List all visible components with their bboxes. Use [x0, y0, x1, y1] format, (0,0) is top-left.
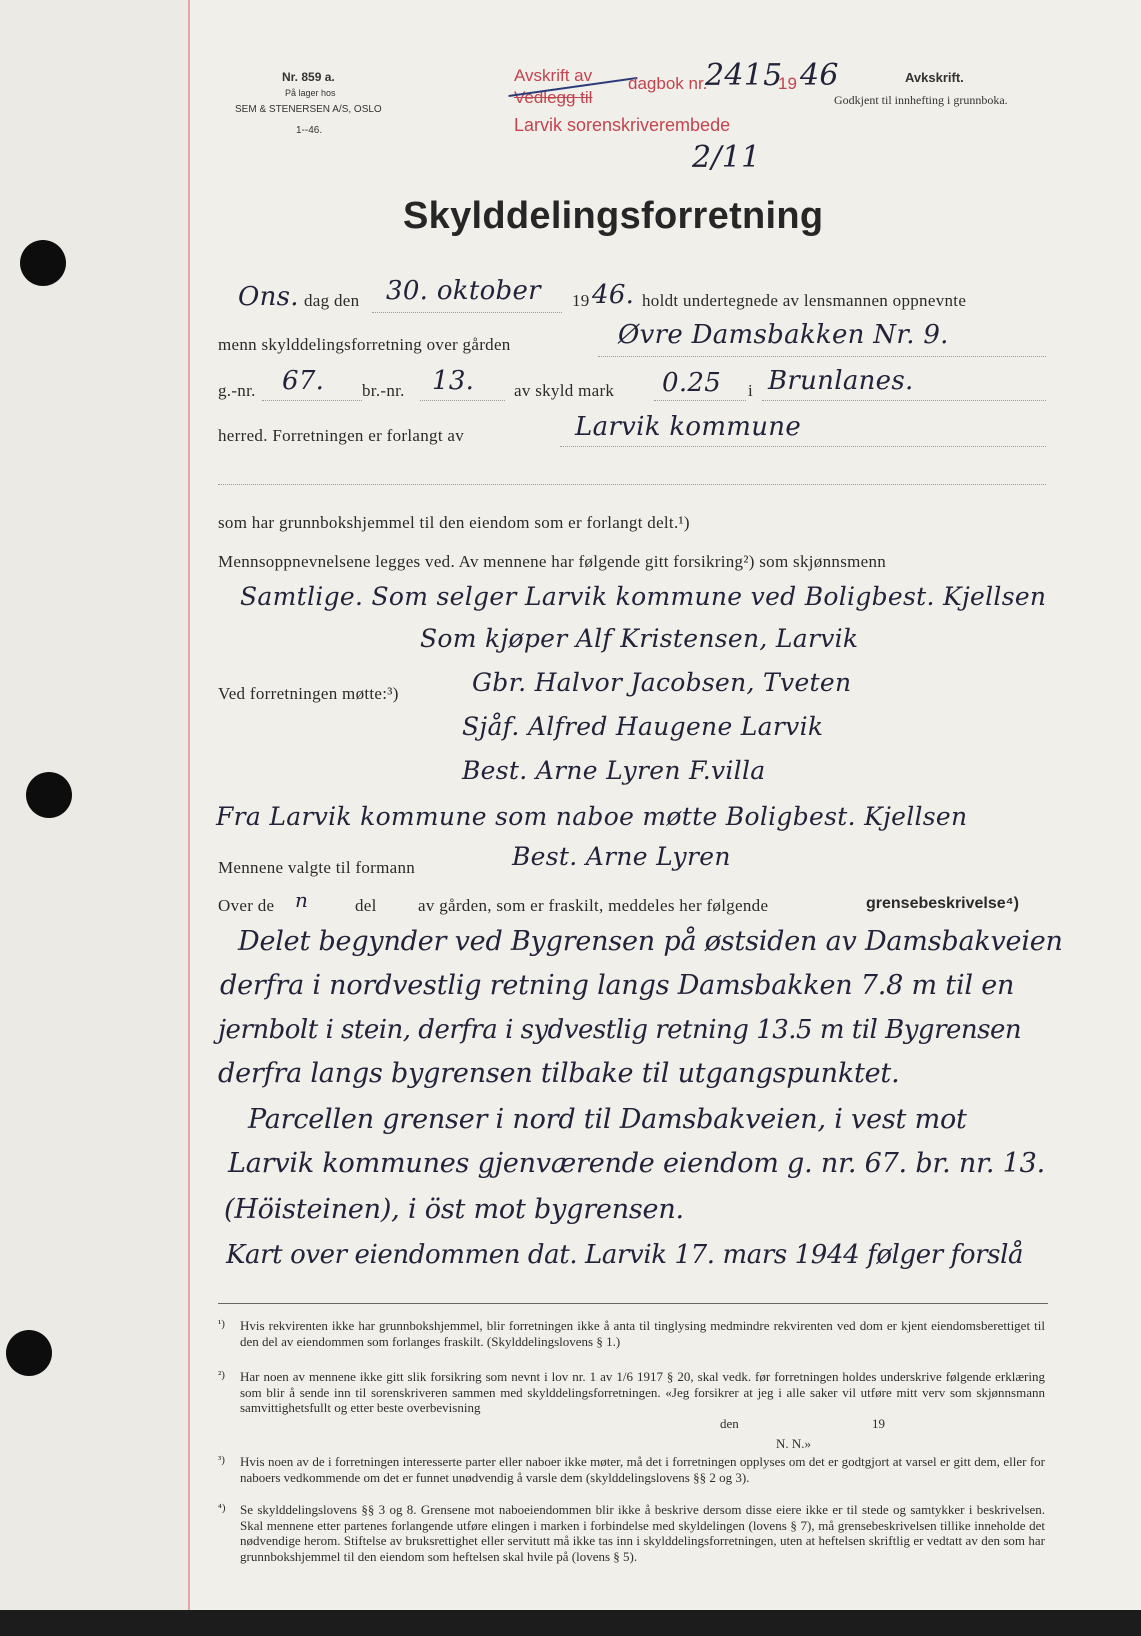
formann-hand: Best. Arne Lyren — [512, 842, 731, 871]
held-text: holdt undertegnede av lensmannen oppnevnte — [642, 291, 967, 310]
boundary-line: jernbolt i stein, derfra i sydvestlig retning 13.5 m til Bygrensen — [218, 1015, 1022, 1045]
boundary-line: derfra langs bygrensen tilbake til utgangspunktet. — [218, 1058, 900, 1089]
footnote-2-nn: N. N.» — [776, 1436, 812, 1451]
punch-hole-bottom — [6, 1330, 52, 1376]
year-hand: 46. — [592, 280, 635, 310]
dag-den-label: dag den — [304, 291, 360, 310]
dagbok-year-print: 19 — [778, 74, 797, 93]
dagbok-year-hand: 46 — [800, 58, 839, 93]
herred-hand: Brunlanes. — [768, 366, 914, 396]
approval-text: Godkjent til innhefting i grunnboka. — [834, 93, 1008, 107]
dotline — [560, 446, 1046, 447]
boundary-line: derfra i nordvestlig retning langs Damsbakken 7.8 m til en — [220, 970, 1015, 1001]
dotline — [654, 400, 746, 401]
year-print: 19 — [572, 291, 590, 310]
mennsoppnevnelse-text: Mennsoppnevnelsene legges ved. Av mennene har følgende gitt forsikring²) som skjønnsmenn — [218, 552, 887, 571]
brnr-hand: 13. — [432, 366, 475, 396]
stamp-date: 2/11 — [692, 140, 761, 175]
weekday-hand: Ons. — [238, 282, 299, 312]
dagbok-number: 2415 — [705, 58, 783, 93]
over-label-2: del — [355, 896, 377, 915]
forsikring-hand-2: Som kjøper Alf Kristensen, Larvik — [420, 624, 859, 653]
form-edition: 1--46. — [296, 125, 323, 136]
dagbok-label: dagbok nr. — [628, 74, 708, 93]
scan-bottom-edge — [0, 1610, 1141, 1636]
footnote-2: Har noen av mennene ikke gitt slik forsikring som nevnt i lov nr. 1 av 1/6 1917 § 20, skal vedk. før forretningen holdes underskrive følgende erklæring som blir å sende inn til sorenskriveren sammen med skylddelingsforretningen. «Jeg forsikrer at jeg i alle saker vil utføre mitt verv som skjønnsmann samvittighetsfullt og etter beste overbevisning — [240, 1369, 1045, 1415]
skyld-hand: 0.25 — [662, 368, 722, 398]
publisher-line1: På lager hos — [285, 88, 336, 98]
page-title: Skylddelingsforretning — [403, 195, 824, 237]
form-number: Nr. 859 a. — [282, 70, 335, 84]
dotline — [218, 484, 1046, 485]
mote-hand-2: Sjåf. Alfred Haugene Larvik — [462, 712, 824, 741]
requester-hand: Larvik kommune — [575, 412, 802, 442]
grunnbok-text: som har grunnbokshjemmel til den eiendom som er forlangt delt.¹) — [218, 513, 690, 532]
farm-hand: Øvre Damsbakken Nr. 9. — [618, 320, 949, 350]
dotline — [420, 400, 505, 401]
footnote-2-den: den — [720, 1416, 739, 1431]
boundary-line: Kart over eiendommen dat. Larvik 17. mars 1944 følger forslå — [226, 1240, 1024, 1270]
footnote-4: Se skylddelingslovens §§ 3 og 8. Grensene mot naboeiendommen blir ikke å beskrive dersom disse eiere ikke er til stede og samtykker i beskrivelsen. Skal mennene etter partenes forlangende utføre elingen i marken i forbindelse med skyldelingen (lovens § 7), må grensebeskrivelsen tillike inneholde det nødvendige herom. Stiftelse av bruksrettighet eller servitutt må ikke tas inn i skylddelingsforretningen, uten at heftelsen skriftlig er vedtatt av den som har grunnbokshjemmel til den eiendom som heftelsen skal hvile på (lovens § 5). — [240, 1502, 1045, 1564]
stamp-office: Larvik sorenskriverembede — [514, 115, 731, 135]
mote-hand-4: Fra Larvik kommune som naboe møtte Boligbest. Kjellsen — [216, 802, 968, 831]
mote-label: Ved forretningen møtte:³) — [218, 684, 399, 703]
brnr-label: br.-nr. — [362, 381, 405, 400]
footnote-1-num: ¹) — [218, 1318, 225, 1330]
footnote-2-year: 19 — [872, 1416, 885, 1431]
footnote-1: Hvis rekvirenten ikke har grunnbokshjemmel, blir forretningen ikke å anta til tinglysing medmindre rekvirenten ved dom er kjent eiendomsberettiget til den del av eiendommen som forlanges fraskilt. (Skylddelingslovens § 1.) — [240, 1318, 1045, 1349]
herred-label: herred. Forretningen er forlangt av — [218, 426, 465, 445]
gnr-hand: 67. — [282, 366, 325, 396]
over-hand: n — [295, 888, 309, 912]
i-label: i — [748, 381, 754, 400]
dotline — [762, 400, 1046, 401]
dotline — [262, 400, 362, 401]
copy-label: Avkskrift. — [905, 70, 964, 85]
boundary-line: Parcellen grenser i nord til Damsbakveien, i vest mot — [248, 1104, 967, 1135]
footnote-4-num: ⁴) — [218, 1502, 226, 1514]
footnote-2-num: ²) — [218, 1369, 225, 1381]
boundary-line: Delet begynder ved Bygrensen på østsiden av Damsbakveien — [238, 926, 1063, 957]
footnote-3: Hvis noen av de i forretningen interesserte parter eller naboer ikke møter, må det i forretningen opplyses om det er godtgjort at varsel er gitt dem, eller for naboers vedkommende om det er funnet unødvendig å varsle dem (skylddelingslovens §§ 2 og 3). — [240, 1454, 1045, 1485]
forsikring-hand-1: Samtlige. Som selger Larvik kommune ved Boligbest. Kjellsen — [240, 582, 1047, 611]
date-hand: 30. oktober — [386, 276, 541, 306]
menn-text: menn skylddelingsforretning over gården — [218, 335, 511, 354]
dotline — [598, 356, 1046, 357]
footnote-rule — [218, 1303, 1048, 1304]
publisher-line2: SEM & STENERSEN A/S, OSLO — [235, 104, 382, 115]
boundary-line: Larvik kommunes gjenværende eiendom g. nr. 67. br. nr. 13. — [228, 1148, 1045, 1179]
stamp-vedlegg: Vedlegg til — [514, 88, 593, 107]
punch-hole-top — [20, 240, 66, 286]
over-label-3: av gården, som er fraskilt, meddeles her følgende — [418, 896, 769, 915]
footnote-3-num: ³) — [218, 1454, 225, 1466]
punch-hole-middle — [26, 772, 72, 818]
formann-label: Mennene valgte til formann — [218, 858, 416, 877]
skyld-label: av skyld mark — [514, 381, 615, 400]
red-margin-line — [188, 0, 190, 1636]
gnr-label: g.-nr. — [218, 381, 256, 400]
mote-hand-1: Gbr. Halvor Jacobsen, Tveten — [472, 668, 852, 697]
boundary-line: (Höisteinen), i öst mot bygrensen. — [224, 1194, 684, 1225]
stamp-avskrift: Avskrift av — [514, 66, 593, 85]
grense-label: grensebeskrivelse⁴) — [866, 895, 1019, 912]
over-label-1: Over de — [218, 896, 275, 915]
mote-hand-3: Best. Arne Lyren F.villa — [462, 756, 766, 785]
dotline — [372, 312, 562, 313]
